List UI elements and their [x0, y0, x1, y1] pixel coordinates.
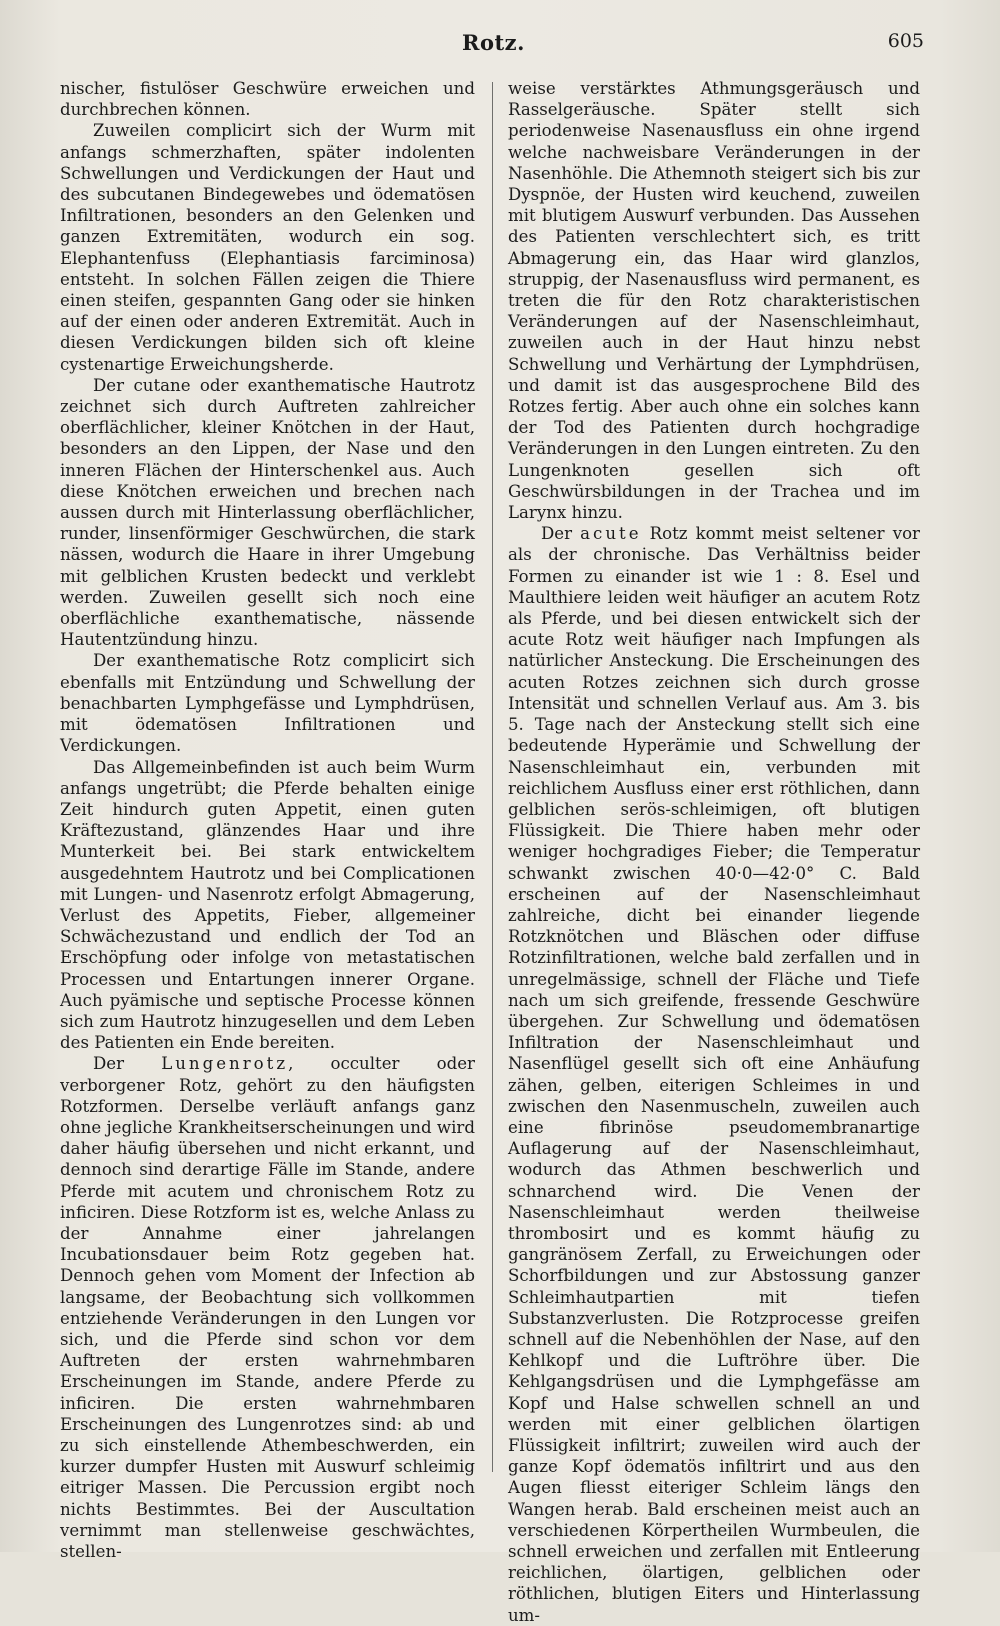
- spaced-term: Lungenrotz: [161, 1054, 289, 1074]
- paragraph: weise verstärktes Athmungsgeräusch und Rasselgeräusche. Später stellt sich periodenweise Nasenausfluss ein ohne irgend welche nachweisbare Veränderungen in der Nasenhöhle. Die Athemnoth steigert sich bis zur Dyspnöe, der Husten wird keuchend, zuweilen mit blutigem Auswurf verbunden. Das Aussehen des Patienten verschlechtert sich, es tritt Abmagerung ein, das Haar wird glanzlos, struppig, der Nasenausfluss wird permanent, es treten die für den Rotz charakteristischen Veränderungen auf der Nasenschleimhaut, zuweilen auch in der Haut hinzu nebst Schwellung und Verhärtung der Lymphdrüsen, und damit ist das ausgesprochene Bild des Rotzes fertig. Aber auch ohne ein solches kann der Tod des Patienten durch hochgradige Veränderungen in den Lungen eintreten. Zu den Lungenknoten gesellen sich oft Geschwürsbildungen in der Trachea und im Larynx hinzu.: [508, 79, 920, 523]
- page-number: 605: [887, 30, 924, 52]
- page-header: [0, 26, 1000, 60]
- spaced-term: acute: [580, 524, 642, 544]
- paragraph-text: , occulter oder verborgener Rotz, gehört zu den häufigsten Rotzformen. Derselbe verläuft anfangs ganz ohne jegliche Krankheitserscheinungen und wird daher häufig übersehen und nicht erkannt, und dennoch sind derartige Fälle im Stande, andere Pferde mit acutem und chronischem Rotz zu inficiren. Diese Rotzform ist es, welche Anlass zu der Annahme einer jahrelangen Incubationsdauer beim Rotz gegeben hat. Dennoch gehen vom Moment der Infection ab langsame, der Beobachtung sich vollkommen entziehende Veränderungen in den Lungen vor sich, und die Pferde sind schon vor dem Auftreten der ersten wahrnehmbaren Erscheinungen im Stande, andere Pferde zu inficiren. Die ersten wahrnehmbaren Erscheinungen des Lungenrotzes sind: ab und zu sich einstellende Athembeschwerden, ein kurzer dumpfer Husten mit Auswurf schleimig eitriger Massen. Die Percussion ergibt noch nichts Bestimmtes. Bei der Auscultation vernimmt man stellenweise geschwächtes, stellen-: [60, 1054, 475, 1562]
- right-column: [508, 78, 920, 1626]
- paragraph: [60, 1053, 475, 1562]
- paragraph-lead: Der: [541, 524, 581, 544]
- column-divider: [492, 82, 493, 1472]
- paragraph: Das Allgemeinbefinden ist auch beim Wurm anfangs ungetrübt; die Pferde behalten einige Zeit hindurch guten Appetit, einen guten Kräftezustand, glänzendes Haar und ihre Munterkeit bei. Bei stark entwickeltem ausgedehntem Hautrotz und bei Complicationen mit Lungen- und Nasenrotz erfolgt Abmagerung, Verlust des Appetits, Fieber, allgemeiner Schwächezustand und endlich der Tod an Erschöpfung oder infolge von metastatischen Processen und Entartungen innerer Organe. Auch pyämische und septische Processe können sich zum Hautrotz hinzugesellen und dem Leben des Patienten ein Ende bereiten.: [60, 757, 475, 1053]
- paragraph: Der exanthematische Rotz complicirt sich ebenfalls mit Entzündung und Schwellung der benachbarten Lymphgefässe und Lymphdrüsen, mit ödematösen Infiltrationen und Verdickungen.: [60, 651, 475, 756]
- paragraph-lead: Der: [93, 1054, 162, 1074]
- paragraph: [508, 523, 920, 1626]
- paragraph-text: Rotz kommt meist seltener vor als der chronische. Das Verhältniss beider Formen zu einander ist wie 1 : 8. Esel und Maulthiere leiden weit häufiger an acutem Rotz als Pferde, und bei diesen entwickelt sich der acute Rotz weit häufiger nach Impfungen als natürlicher Ansteckung. Die Erscheinungen des acuten Rotzes zeichnen sich durch grosse Intensität und schnellen Verlauf aus. Am 3. bis 5. Tage nach der Ansteckung stellt sich eine bedeutende Hyperämie und Schwellung der Nasenschleimhaut ein, verbunden mit reichlichem Ausfluss einer erst röthlichen, dann gelblichen serös-schleimigen, oft blutigen Flüssigkeit. Die Thiere haben mehr oder weniger hochgradiges Fieber; die Temperatur schwankt zwischen 40·0—42·0° C. Bald erscheinen auf der Nasenschleimhaut zahlreiche, dicht bei einander liegende Rotzknötchen und Bläschen oder diffuse Rotzinfiltrationen, welche bald zerfallen und in unregelmässige, schnell der Fläche und Tiefe nach um sich greifende, fressende Geschwüre übergehen. Zur Schwellung und ödematösen Infiltration der Nasenschleimhaut und Nasenflügel gesellt sich oft eine Anhäufung zähen, gelben, eiterigen Schleimes in und zwischen den Nasenmuscheln, zuweilen auch eine fibrinöse pseudomembranartige Auflagerung auf der Nasenschleimhaut, wodurch das Athmen beschwerlich und schnarchend wird. Die Venen der Nasenschleimhaut werden theilweise thrombosirt und es kommt häufig zu gangränösem Zerfall, zu Erweichungen oder Schorfbildungen und zur Abstossung ganzer Schleimhautpartien mit tiefen Substanzverlusten. Die Rotzprocesse greifen schnell auf die Nebenhöhlen der Nase, auf den Kehlkopf und die Luftröhre über. Die Kehlgangsdrüsen und die Lymphgefässe am Kopf und Halse schwellen schnell an und werden mit einer gelblichen ölartigen Flüssigkeit infiltrirt; zuweilen wird auch der ganze Kopf ödematös infiltrirt und aus den Augen fliesst eiteriger Schleim längs den Wangen herab. Bald erscheinen meist auch an verschiedenen Körpertheilen Wurmbeulen, die schnell erweichen und zerfallen mit Entleerung reichlichen, ölartigen, gelblichen oder röthlichen, blutigen Eiters und Hinterlassung um-: [508, 524, 920, 1625]
- paragraph: Der cutane oder exanthematische Hautrotz zeichnet sich durch Auftreten zahlreicher oberflächlicher, kleiner Knötchen in der Haut, besonders an den Lippen, der Nase und den inneren Flächen der Hinterschenkel aus. Auch diese Knötchen erweichen und brechen nach aussen durch mit Hinterlassung oberflächlicher, runder, linsenförmiger Geschwürchen, die stark nässen, wodurch die Haare in ihrer Umgebung mit gelblichen Krusten bedeckt und verklebt werden. Zuweilen gesellt sich noch eine oberflächliche exanthematische, nässende Hautentzündung hinzu.: [60, 375, 475, 650]
- running-head: Rotz.: [462, 30, 525, 55]
- paragraph: nischer, fistulöser Geschwüre erweichen und durchbrechen können.: [60, 79, 475, 120]
- paragraph: Zuweilen complicirt sich der Wurm mit anfangs schmerzhaften, später indolenten Schwellungen und Verdickungen der Haut und des subcutanen Bindegewebes und ödematösen Infiltrationen, besonders an den Gelenken und ganzen Extremitäten, wodurch ein sog. Elephantenfuss (Elephantiasis farciminosa) entsteht. In solchen Fällen zeigen die Thiere einen steifen, gespannten Gang oder sie hinken auf der einen oder anderen Extremität. Auch in diesen Verdickungen bilden sich oft kleine cystenartige Erweichungsherde.: [60, 121, 475, 374]
- left-column: [60, 78, 475, 1562]
